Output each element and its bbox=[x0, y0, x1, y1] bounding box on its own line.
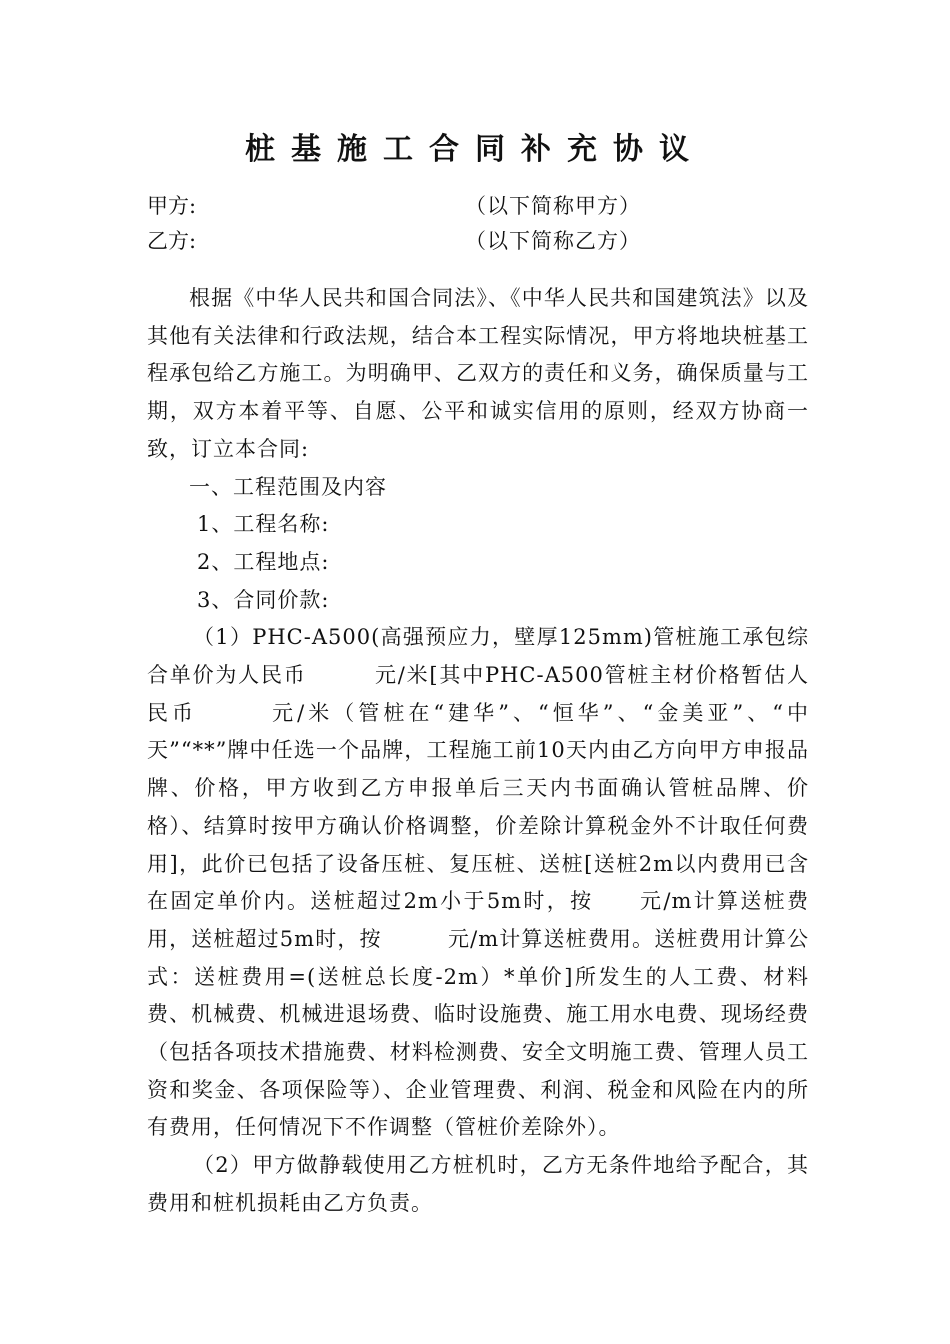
item-project-name: 1、工程名称: bbox=[197, 512, 330, 537]
item-project-location: 2、工程地点: bbox=[197, 549, 330, 574]
party-a-row bbox=[147, 189, 847, 223]
party-a-label: 甲方: bbox=[147, 194, 197, 218]
party-a-note: （以下简称甲方） bbox=[465, 194, 641, 218]
party-b-note: （以下简称乙方） bbox=[465, 229, 641, 253]
clause-1-paragraph: （1）PHC-A500(高强预应力，壁厚125mm)管桩施工承包综合单价为人民币 元/米[其中PHC-A500管桩主材价格暂估人民币 元/米（管桩在“建华”、“恒华”、“金美亚”、“中天”“**”牌中任选一个品牌，工程施工前10天内由乙方向甲方申报品牌、价格，甲方收到乙方申报单后三天内书面确认管桩品牌、价格）、结算时按甲方确认价格调整，价差除计算税金外不计取任何费用]，此价已包括了设备压桩、复压桩、送桩[送桩2m以内费用已含在固定单价内。送桩超过2m小于5m时，按 元/m计算送桩费用，送桩超过5m时，按 元/m计算送桩费用。送桩费用计算公式：送桩费用=(送桩总长度-2m）*单价]所发生的人工费、材料费、机械费、机械进退场费、临时设施费、施工用水电费、现场经费（包括各项技术措施费、材料检测费、安全文明施工费、管理人员工资和奖金、各项保险等）、企业管理费、利润、税金和风险在内的所有费用，任何情况下不作调整（管桩价差除外）。 bbox=[147, 625, 809, 1140]
party-b-label: 乙方: bbox=[147, 229, 197, 253]
clause-2-paragraph: （2）甲方做静载使用乙方桩机时，乙方无条件地给予配合，其费用和桩机损耗由乙方负责。 bbox=[147, 1153, 809, 1215]
item-contract-price: 3、合同价款: bbox=[197, 587, 330, 612]
document-title: 桩基施工合同补充协议 bbox=[245, 132, 705, 167]
document-body bbox=[147, 280, 809, 1223]
party-b-row bbox=[147, 224, 847, 258]
section-heading: 一、工程范围及内容 bbox=[189, 474, 387, 499]
preamble-paragraph: 根据《中华人民共和国合同法》、《中华人民共和国建筑法》以及其他有关法律和行政法规，结合本工程实际情况，甲方将地块桩基工程承包给乙方施工。为明确甲、乙双方的责任和义务，确保质量与工期，双方本着平等、自愿、公平和诚实信用的原则，经双方协商一致，订立本合同: bbox=[147, 286, 809, 461]
